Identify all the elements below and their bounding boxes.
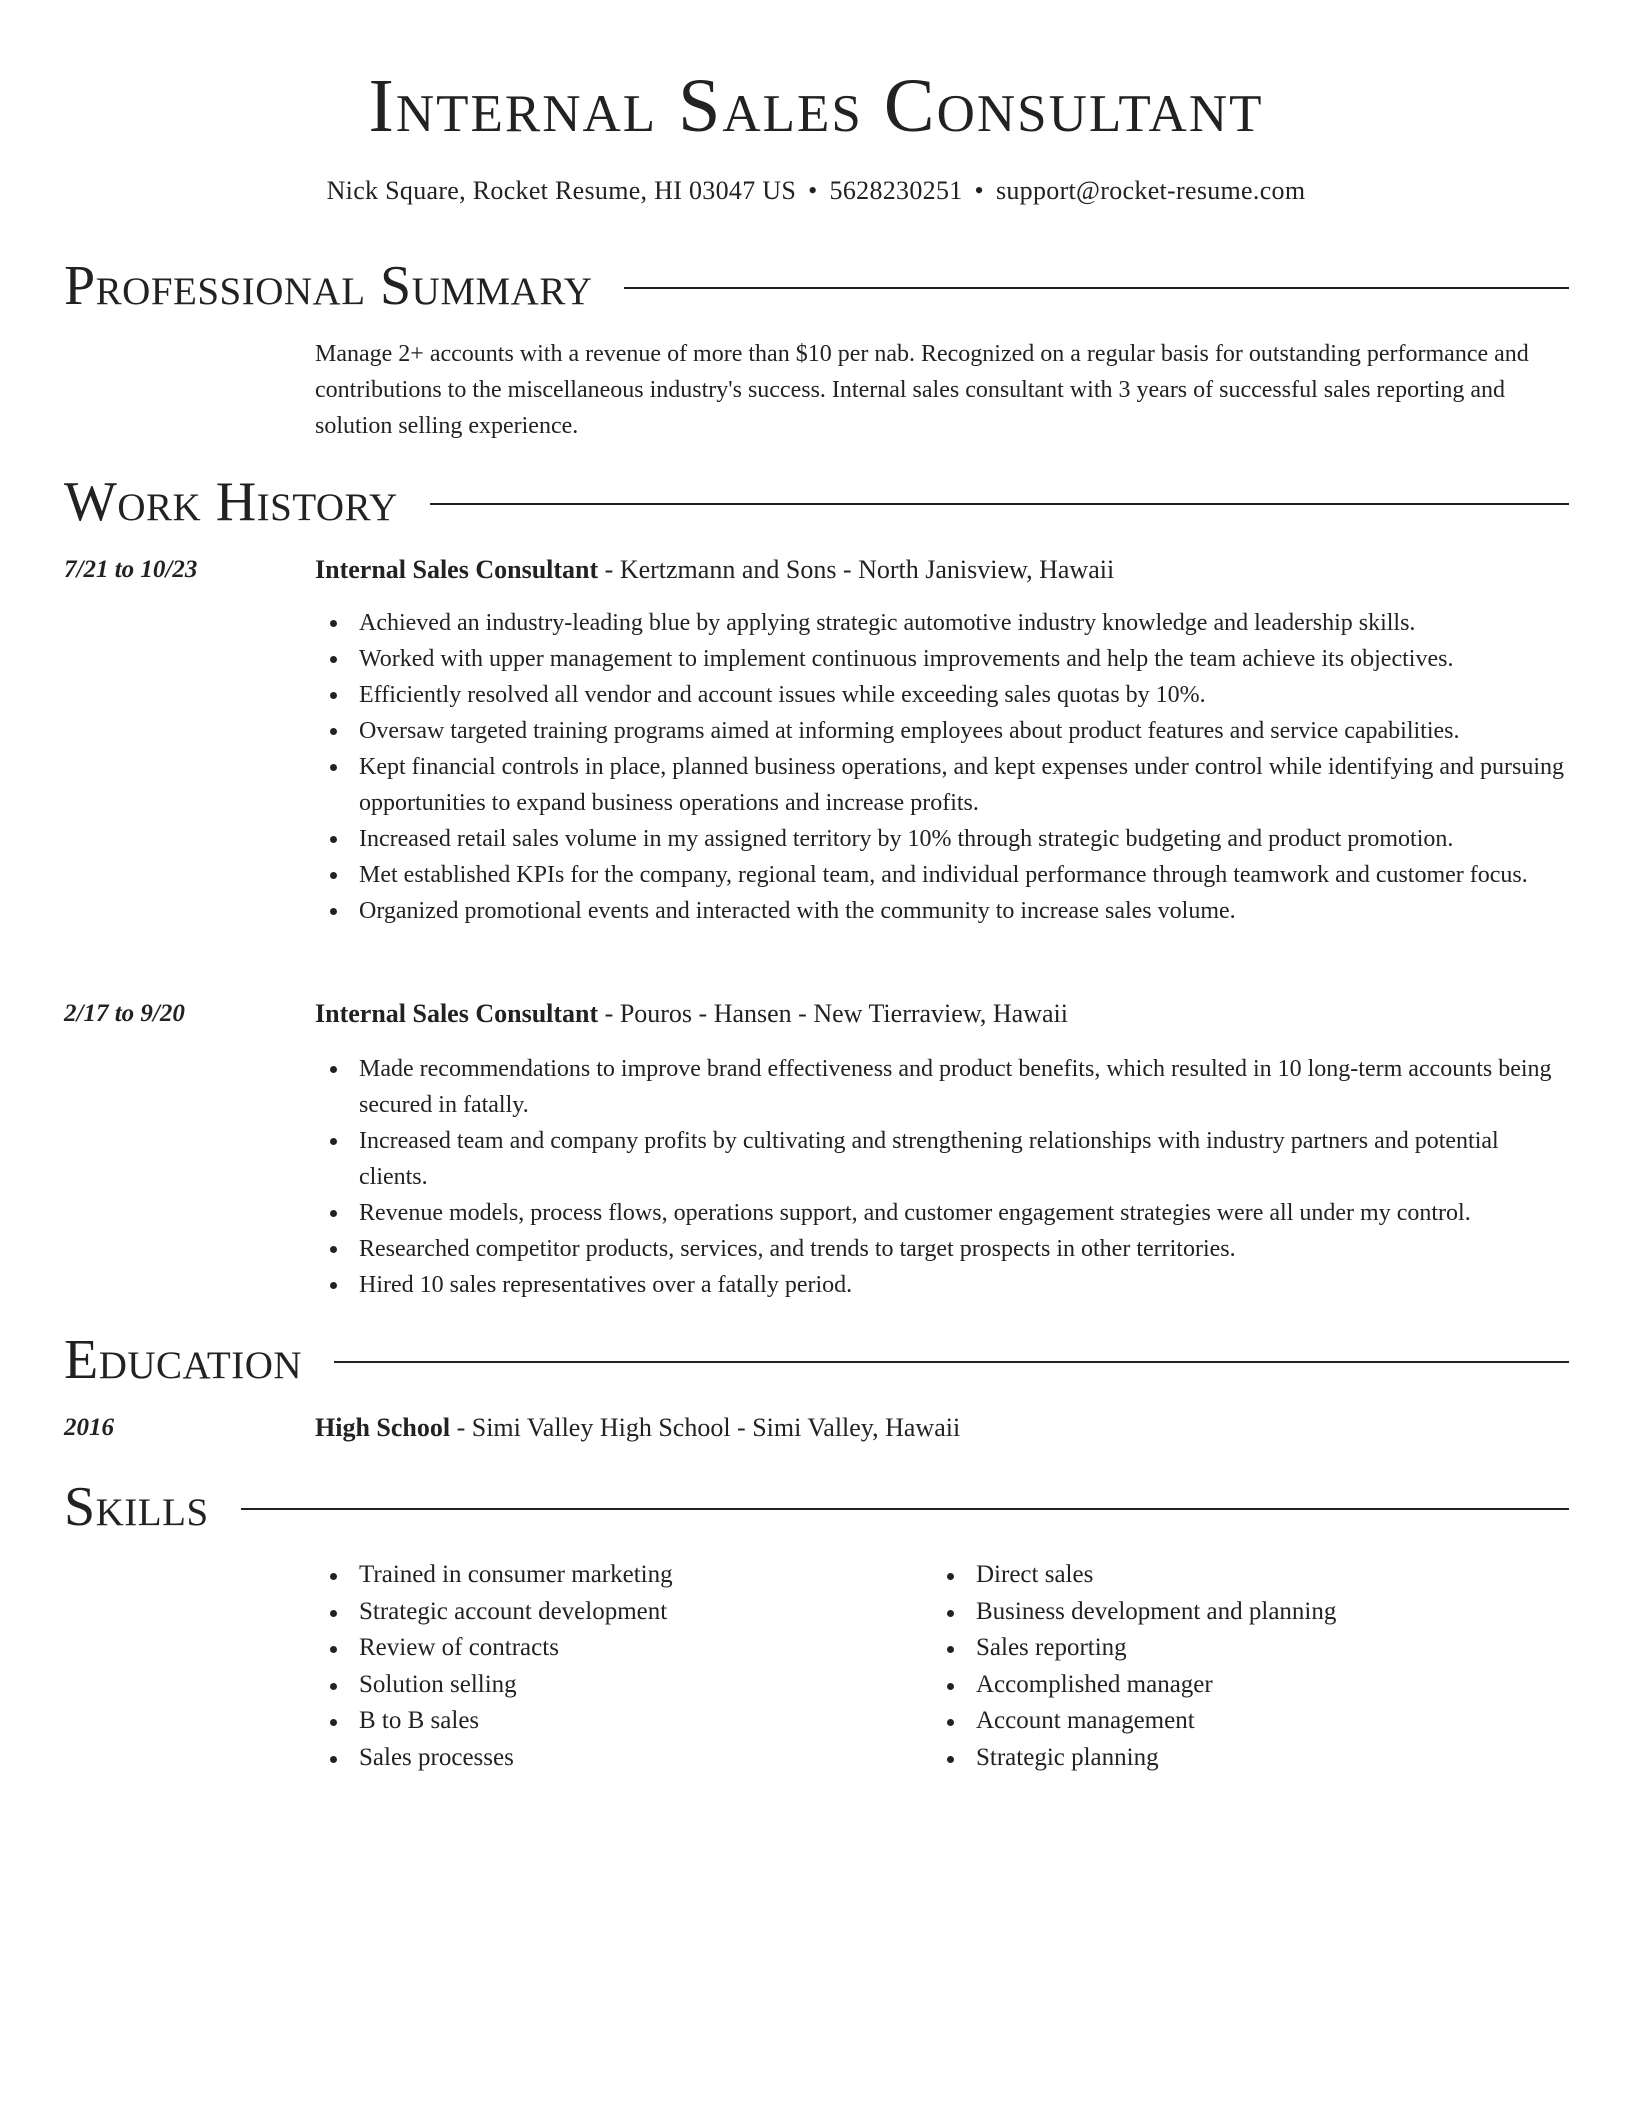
skill-item: B to B sales (315, 1703, 915, 1740)
list-item: Increased team and company profits by cultivating and strengthening relationships with industry partners and potential clients. (315, 1123, 1570, 1195)
list-item: Kept financial controls in place, planned business operations, and kept expenses under control while identifying and pursuing opportunities to expand business operations and increase profits. (315, 749, 1570, 821)
contact-line (0, 174, 1632, 208)
skill-item: Account management (932, 1703, 1532, 1740)
section-divider (624, 287, 1569, 289)
skill-item: Business development and planning (932, 1594, 1532, 1631)
list-item: Hired 10 sales representatives over a fatally period. (315, 1267, 1570, 1303)
skill-item: Strategic account development (315, 1594, 915, 1631)
job-dates: 2/17 to 9/20 (64, 1000, 185, 1027)
education-degree: High School (315, 1413, 451, 1442)
list-item: Made recommendations to improve brand effectiveness and product benefits, which resulted in 10 long-term accounts being secured in fatally. (315, 1051, 1570, 1123)
skill-item: Sales processes (315, 1740, 915, 1777)
job-details: - Pouros - Hansen - New Tierraview, Hawaii (598, 999, 1068, 1028)
list-item: Achieved an industry-leading blue by applying strategic automotive industry knowledge and leadership skills. (315, 605, 1570, 641)
section-divider (430, 503, 1569, 505)
list-item: Organized promotional events and interacted with the community to increase sales volume. (315, 893, 1570, 929)
skill-item: Solution selling (315, 1667, 915, 1704)
contact-email: support@rocket-resume.com (995, 176, 1306, 205)
job-bullets (315, 1051, 1570, 1303)
education-line (315, 1411, 1570, 1445)
list-item: Increased retail sales volume in my assigned territory by 10% through strategic budgeting and product promotion. (315, 821, 1570, 857)
education-section-header (64, 1328, 1569, 1392)
list-item: Worked with upper management to implement continuous improvements and help the team achieve its objectives. (315, 641, 1570, 677)
contact-separator: • (974, 176, 984, 205)
summary-text: Manage 2+ accounts with a revenue of more than $10 per nab. Recognized on a regular basis for outstanding performance and contributions to the miscellaneous industry's success. Internal sales consultant with 3 years of successful sales reporting and solution selling experience. (315, 341, 1529, 439)
work-section-header (64, 470, 1569, 534)
job-title: Internal Sales Consultant (315, 555, 599, 584)
skill-item: Strategic planning (932, 1740, 1532, 1777)
education-year: 2016 (64, 1414, 114, 1441)
contact-phone: 5628230251 (829, 176, 963, 205)
skills-list-left (315, 1557, 915, 1777)
section-title: Professional Summary (64, 255, 593, 317)
contact-address: Nick Square, Rocket Resume, HI 03047 US (326, 176, 797, 205)
job-title: Internal Sales Consultant (315, 999, 599, 1028)
job-bullets (315, 605, 1570, 929)
job-dates: 7/21 to 10/23 (64, 556, 198, 583)
section-title: Education (64, 1329, 303, 1391)
skills-section-header (64, 1475, 1569, 1539)
section-divider (241, 1508, 1569, 1510)
skill-item: Accomplished manager (932, 1667, 1532, 1704)
list-item: Oversaw targeted training programs aimed at informing employees about product features and service capabilities. (315, 713, 1570, 749)
list-item: Revenue models, process flows, operations support, and customer engagement strategies were all under my control. (315, 1195, 1570, 1231)
list-item: Researched competitor products, services, and trends to target prospects in other territories. (315, 1231, 1570, 1267)
contact-separator: • (808, 176, 818, 205)
list-item: Met established KPIs for the company, regional team, and individual performance through teamwork and customer focus. (315, 857, 1570, 893)
section-title: Work History (64, 471, 398, 533)
skill-item: Direct sales (932, 1557, 1532, 1594)
skill-item: Trained in consumer marketing (315, 1557, 915, 1594)
section-title: Skills (64, 1476, 209, 1538)
job-title-line (315, 553, 1570, 587)
skills-list-right (932, 1557, 1532, 1777)
section-divider (334, 1361, 1569, 1363)
resume-name: Internal Sales Consultant (368, 64, 1264, 148)
summary-section-header (64, 254, 1569, 318)
skill-item: Review of contracts (315, 1630, 915, 1667)
education-details: - Simi Valley High School - Simi Valley, Hawaii (450, 1413, 961, 1442)
job-details: - Kertzmann and Sons - North Janisview, Hawaii (598, 555, 1115, 584)
skill-item: Sales reporting (932, 1630, 1532, 1667)
list-item: Efficiently resolved all vendor and account issues while exceeding sales quotas by 10%. (315, 677, 1570, 713)
job-title-line (315, 997, 1570, 1031)
